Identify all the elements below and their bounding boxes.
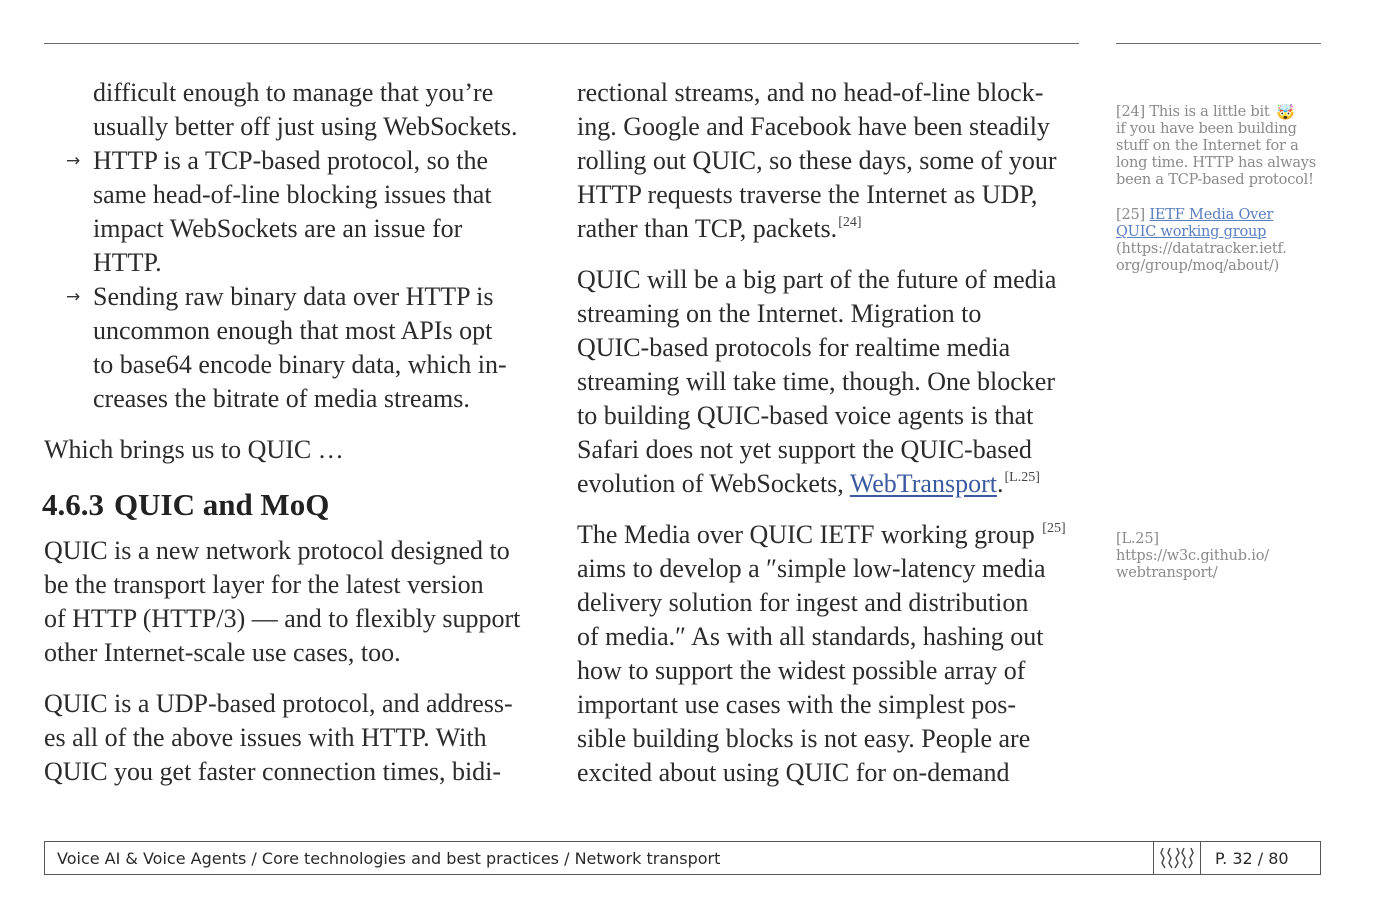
text-line: ing. Google and Facebook have been steadily xyxy=(577,112,1050,141)
sidenote-25 xyxy=(1116,207,1331,275)
bullet-list xyxy=(44,144,544,416)
paragraph xyxy=(577,518,1082,790)
text-line xyxy=(577,518,1082,552)
footnote-ref-25[interactable]: [25] xyxy=(1042,521,1066,536)
text-line: sible building blocks is not easy. People are xyxy=(577,724,1031,753)
section-title: QUIC and MoQ xyxy=(114,487,330,522)
paragraph xyxy=(44,534,544,670)
text-fragment: This is a little bit xyxy=(1149,104,1270,120)
breadcrumb[interactable]: Voice AI & Voice Agents / Core technologies and best practices / Network transport xyxy=(57,848,721,868)
middle-column xyxy=(577,76,1082,790)
list-item xyxy=(44,280,544,416)
list-item xyxy=(44,144,544,280)
section-heading xyxy=(42,484,544,526)
text-line xyxy=(1116,207,1331,224)
text-line: Sending raw binary data over HTTP is xyxy=(93,282,494,311)
text-line: excited about using QUIC for on-demand xyxy=(577,758,1010,787)
text-line: (https://datatracker.ietf. xyxy=(1116,241,1287,257)
text-line: rectional streams, and no head-of-line block- xyxy=(577,78,1044,107)
text-line: uncommon enough that most APIs opt xyxy=(93,316,493,345)
text-line: QUIC you get faster connection times, bidi- xyxy=(44,757,502,786)
text-line: Safari does not yet support the QUIC-based xyxy=(577,435,1032,464)
bullet-continuation xyxy=(44,76,544,144)
text-line: QUIC will be a big part of the future of media xyxy=(577,265,1057,294)
paragraph xyxy=(577,76,1082,246)
text-line: been a TCP-based protocol! xyxy=(1116,172,1314,188)
text-line: other Internet-scale use cases, too. xyxy=(44,638,401,667)
text-line: to building QUIC-based voice agents is that xyxy=(577,401,1034,430)
arrow-right-icon: → xyxy=(66,151,81,171)
sidenote-24 xyxy=(1116,104,1331,189)
wave-logo-icon xyxy=(1153,842,1201,874)
text-line: to base64 encode binary data, which in- xyxy=(93,350,507,379)
arrow-right-icon: → xyxy=(66,287,81,307)
text-fragment: . xyxy=(996,469,1004,498)
text-line: creases the bitrate of media streams. xyxy=(93,384,470,413)
wave-logo-icon xyxy=(1160,846,1194,870)
lead-in-paragraph: Which brings us to QUIC … xyxy=(44,435,344,464)
text-line: long time. HTTP has always xyxy=(1116,155,1317,171)
text-line: difficult enough to manage that you’re xyxy=(93,78,494,107)
text-line: same head-of-line blocking issues that xyxy=(93,180,492,209)
text-line: QUIC-based protocols for realtime media xyxy=(577,333,1011,362)
text-line: HTTP. xyxy=(93,248,162,277)
text-line: webtransport/ xyxy=(1116,565,1218,581)
text-line: impact WebSockets are an issue for xyxy=(93,214,463,243)
text-line: es all of the above issues with HTTP. With xyxy=(44,723,487,752)
text-line: if you have been building xyxy=(1116,121,1297,137)
footer-bar xyxy=(44,841,1321,875)
paragraph xyxy=(44,687,544,789)
text-line: important use cases with the simplest pos- xyxy=(577,690,1017,719)
text-line: of HTTP (HTTP/3) — and to flexibly support xyxy=(44,604,521,633)
text-line xyxy=(577,467,1082,501)
text-line xyxy=(1116,104,1331,121)
text-fragment: evolution of WebSockets, xyxy=(577,469,844,498)
text-line: org/group/moq/about/) xyxy=(1116,258,1280,274)
sidenote-label: [24] xyxy=(1116,104,1145,120)
text-line: QUIC is a new network protocol designed to xyxy=(44,536,510,565)
text-line: delivery solution for ingest and distribution xyxy=(577,588,1029,617)
sidenote-top-rule xyxy=(1116,43,1321,44)
text-line: stuff on the Internet for a xyxy=(1116,138,1299,154)
mind-blown-emoji-icon: 🤯 xyxy=(1275,103,1295,121)
text-fragment: The Media over QUIC IETF working group xyxy=(577,520,1035,549)
text-line: how to support the widest possible array of xyxy=(577,656,1026,685)
text-fragment: rather than TCP, packets. xyxy=(577,214,838,243)
text-line: of media.″ As with all standards, hashing out xyxy=(577,622,1044,651)
ietf-moq-link-cont[interactable]: QUIC working group xyxy=(1116,224,1267,240)
ietf-moq-link[interactable]: IETF Media Over xyxy=(1149,207,1274,223)
webtransport-link[interactable]: WebTransport xyxy=(849,469,997,498)
text-line: usually better off just using WebSockets. xyxy=(93,112,518,141)
text-line: HTTP requests traverse the Internet as UDP, xyxy=(577,180,1038,209)
sidenote-label: [25] xyxy=(1116,207,1145,223)
page-number: P. 32 / 80 xyxy=(1215,848,1289,868)
sidenote-label: [L.25] xyxy=(1116,531,1159,547)
sidenote-l25 xyxy=(1116,531,1331,582)
section-number: 4.6.3 xyxy=(42,487,104,522)
footnote-ref-l25[interactable]: [L.25] xyxy=(1004,470,1040,485)
text-line: streaming will take time, though. One blocker xyxy=(577,367,1055,396)
left-column xyxy=(44,76,544,789)
text-line: https://w3c.github.io/ xyxy=(1116,548,1269,564)
text-line: be the transport layer for the latest version xyxy=(44,570,484,599)
text-line: streaming on the Internet. Migration to xyxy=(577,299,982,328)
text-line: aims to develop a ″simple low-latency media xyxy=(577,554,1046,583)
text-line: QUIC is a UDP-based protocol, and address- xyxy=(44,689,513,718)
footnote-ref-24[interactable]: [24] xyxy=(838,215,862,230)
top-rule xyxy=(44,43,1079,44)
text-line xyxy=(1116,224,1331,241)
paragraph xyxy=(577,263,1082,501)
text-line: rolling out QUIC, so these days, some of your xyxy=(577,146,1057,175)
text-line xyxy=(577,212,1082,246)
text-line: HTTP is a TCP-based protocol, so the xyxy=(93,146,489,175)
